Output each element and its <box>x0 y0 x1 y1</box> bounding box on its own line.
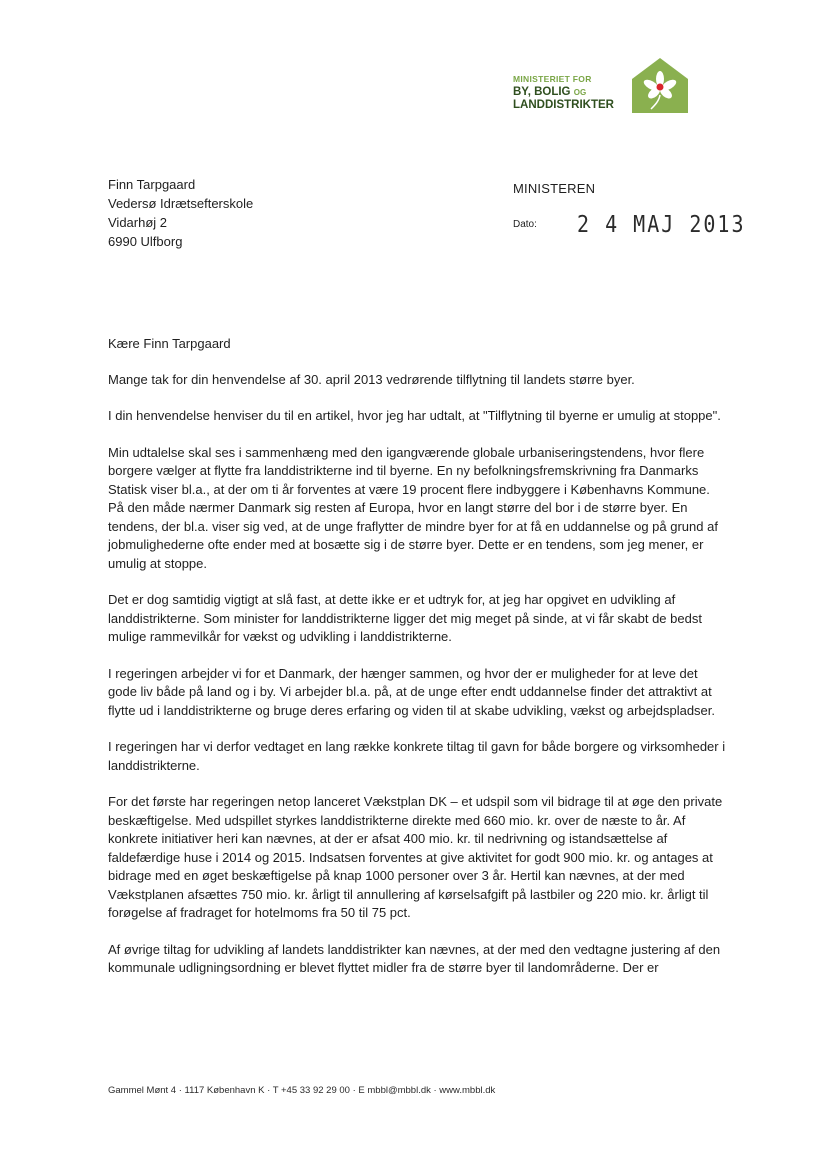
footer-contact: Gammel Mønt 4 · 1117 København K · T +45 33 92 29 00 · E mbbl@mbbl.dk · www.mbbl.dk <box>108 1085 496 1096</box>
paragraph: Mange tak for din henvendelse af 30. april 2013 vedrørende tilflytning til landets større byer. <box>108 371 635 387</box>
ministry-logo <box>513 57 688 113</box>
paragraph: I regeringen arbejder vi for et Danmark, der hænger sammen, og hvor der er muligheder for at leve det gode liv både på land og i by. Vi arbejder bl.a. på, at de unge efter endt uddannelse finder det attraktivt at flytte ud i landdistrikterne og bruge deres erfaring og viden til at skabe udvikling, vækst og arbejdspladser. <box>108 665 716 718</box>
salutation: Kære Finn Tarpgaard <box>108 336 231 351</box>
logo-line-1: MINISTERIET FOR <box>513 74 592 84</box>
recipient-org: Vedersø Idrætsefterskole <box>108 196 254 211</box>
paragraph: Det er dog samtidig vigtigt at slå fast, at dette ikke er et udtryk for, at jeg har opgivet en udvikling af landdistrikterne. Som minister for landdistrikterne ligger det mig meget på sinde, at vi får skabt de bedst mulige rammevilkår for vækst og udvikling i landdistrikterne. <box>108 592 702 644</box>
house-flower-icon <box>631 57 689 113</box>
paragraph: For det første har regeringen netop lanceret Vækstplan DK – et udspil som vil bidrage til at øge den private beskæftigelse. Med udspillet styrkes landdistrikterne direkte med 660 mio. kr. over de næste to år. Af konkrete initiativer heri kan nævnes, at der er afsat 400 mio. kr. til nedrivning og istandsættelse af faldefærdige huse i 2014 og 2015. Indsatsen forventes at give aktivitet for godt 900 mio. kr. og antages at bidrage med en øget beskæftigelse på knap 1000 personer over 3 år. Hertil kan nævnes, at der med Vækstplanen afsættes 750 mio. kr. årligt til annullering af kørselsafgift på lastbiler og 220 mio. kr. årligt til forøgelse af fradraget for hotelmoms fra 50 til 75 pct. <box>108 794 723 920</box>
letter-body <box>108 335 728 996</box>
sender-title: MINISTEREN <box>513 181 596 196</box>
logo-line-2 <box>513 86 614 99</box>
date-label: Dato: <box>513 219 537 230</box>
recipient-address <box>108 175 253 251</box>
paragraph: Min udtalelse skal ses i sammenhæng med den igangværende globale urbaniseringstendens, hvor flere borgere vælger at flytte fra landdistrikterne ind til byerne. En ny befolkningsfremskrivning fra Danmarks Statisk viser bl.a., at der om ti år forventes at være 19 procent flere indbyggere i Københavns Kommune. På den måde nærmer Danmark sig resten af Europa, hvor en langt større del bor i de større byer. En tendens, der bl.a. viser sig ved, at de unge fraflytter de mindre byer for at få en uddannelse og på grund af jobmulighederne ofte ender med at bosætte sig i de større byer. Dette er en tendens, som jeg mener, er umulig at stoppe. <box>108 444 718 571</box>
paragraph: I regeringen har vi derfor vedtaget en lang række konkrete tiltag til gavn for både borgere og virksomheder i landdistrikterne. <box>108 739 726 773</box>
logo-line-2-main: BY, BOLIG <box>513 86 571 98</box>
logo-line-3: LANDDISTRIKTER <box>513 99 614 111</box>
paragraph: I din henvendelse henviser du til en artikel, hvor jeg har udtalt, at "Tilflytning til byerne er umulig at stoppe". <box>108 408 721 423</box>
date-stamp: 2 4 MAJ 2013 <box>577 210 746 238</box>
logo-wordmark <box>513 73 614 112</box>
recipient-name: Finn Tarpgaard <box>108 177 196 192</box>
recipient-city: 6990 Ulfborg <box>108 234 183 249</box>
recipient-street: Vidarhøj 2 <box>108 215 168 230</box>
paragraph: Af øvrige tiltag for udvikling af landets landdistrikter kan nævnes, at der med den vedtagne justering af den kommunale udligningsordning er blevet flyttet midler fra de større byer til landområderne. Der er <box>108 941 721 975</box>
logo-line-2-og: OG <box>573 88 587 97</box>
